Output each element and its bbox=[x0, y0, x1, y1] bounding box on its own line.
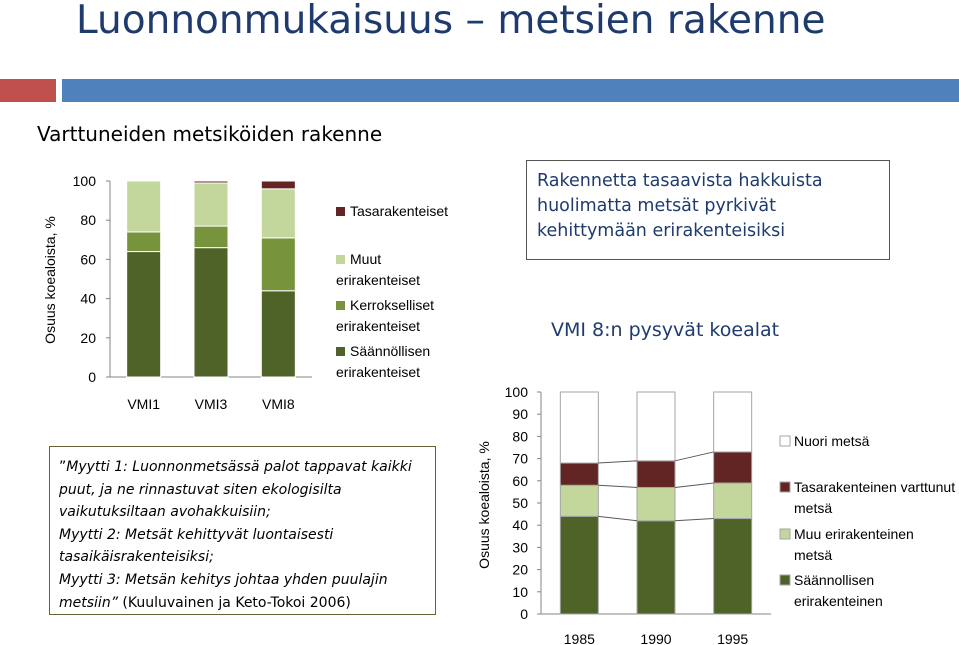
chart1-bar-segment bbox=[194, 226, 228, 248]
chart1-x-tick-label: VMI8 bbox=[261, 396, 295, 412]
chart2-legend-label: metsä bbox=[794, 500, 833, 516]
chart2-legend-swatch bbox=[780, 529, 790, 539]
chart2-y-tick-label: 90 bbox=[512, 406, 528, 423]
chart1-legend-label: Muut bbox=[350, 251, 382, 267]
chart2-series-connector bbox=[675, 452, 714, 461]
chart1-bar-segment bbox=[261, 291, 295, 377]
chart1-y-tick-label: 80 bbox=[80, 212, 96, 229]
chart1-legend-swatch bbox=[336, 255, 345, 264]
chart2-legend-label: Säännollisen bbox=[794, 572, 875, 588]
chart1-x-tick-label: VMI3 bbox=[194, 396, 228, 412]
chart2-y-tick-label: 50 bbox=[512, 495, 528, 511]
chart1-bar-segment bbox=[127, 232, 161, 252]
chart1-bar-segment bbox=[261, 181, 295, 189]
chart2-legend-label: Tasarakenteinen varttunut bbox=[794, 479, 956, 495]
chart2-bar-segment bbox=[637, 392, 675, 461]
myth-2-text: Myytti 2: Metsät kehittyvät luontaisesti tasaikäisrakenteisiksi; bbox=[59, 526, 334, 566]
chart2-y-tick-label: 80 bbox=[512, 428, 528, 445]
myths-quote-box bbox=[49, 446, 436, 615]
chart2-legend-swatch bbox=[780, 482, 790, 492]
chart2-y-axis-label: Osuus koealoista, % bbox=[476, 441, 492, 569]
myth-citation: (Kuuluvainen ja Keto-Tokoi 2006) bbox=[117, 594, 351, 611]
chart2-y-tick-label: 40 bbox=[512, 517, 528, 534]
quote-open: ” bbox=[59, 459, 67, 475]
chart2-series-connector bbox=[675, 519, 714, 521]
title-rule-bar bbox=[62, 79, 959, 102]
chart1-legend-label: erirakenteiset bbox=[336, 364, 421, 380]
slide-title: Luonnonmukaisuus – metsien rakenne bbox=[76, 0, 826, 43]
chart2-y-tick-label: 20 bbox=[512, 561, 528, 578]
chart1-y-tick-label: 100 bbox=[72, 173, 96, 189]
chart1-bar-segment bbox=[261, 189, 295, 238]
chart2-legend-label: metsä bbox=[794, 547, 833, 563]
chart1-y-tick-label: 20 bbox=[80, 329, 96, 346]
chart2-bar-segment bbox=[560, 516, 598, 614]
chart1-bar-segment bbox=[194, 248, 228, 377]
chart2-bar-segment bbox=[637, 461, 675, 488]
chart1-legend-swatch bbox=[336, 207, 345, 216]
chart2-legend-label: Muu erirakenteinen bbox=[794, 526, 914, 542]
chart2-y-tick-label: 70 bbox=[512, 450, 528, 467]
callout-box: Rakennetta tasaavista hakkuista huolimatta metsät pyrkivät kehittymään erirakenteisiksi bbox=[526, 160, 890, 260]
chart1-bar-segment bbox=[194, 181, 228, 183]
chart2-bar-segment bbox=[637, 521, 675, 614]
chart2-y-tick-label: 100 bbox=[504, 384, 528, 400]
chart1-y-tick-label: 0 bbox=[88, 369, 96, 385]
chart2-series-connector bbox=[598, 485, 637, 487]
chart2-legend-swatch bbox=[780, 436, 790, 446]
myth-1-text: Myytti 1: Luonnonmetsässä palot tappavat kaikki puut, ja ne rinnastuvat siten ekologisilta vaikutuksiltaan avohakkuisiin; bbox=[59, 459, 412, 521]
chart1-y-axis-label: Osuus koealoista, % bbox=[42, 216, 58, 344]
chart2-x-tick-label: 1990 bbox=[640, 631, 672, 645]
chart2-subtitle: VMI 8:n pysyvät koealat bbox=[551, 319, 780, 341]
title-accent-bar bbox=[0, 79, 56, 102]
chart2-legend-label: Nuori metsä bbox=[794, 433, 870, 449]
chart2-y-tick-label: 10 bbox=[512, 583, 528, 600]
chart1-bar-segment bbox=[127, 252, 161, 377]
quote-close: ” bbox=[110, 594, 118, 611]
chart2-legend-label: erirakenteinen bbox=[794, 593, 883, 609]
chart1-x-tick-label: VMI1 bbox=[127, 396, 161, 412]
chart1-legend-label: Säännöllisen bbox=[350, 343, 431, 359]
chart2-bar-segment bbox=[560, 485, 598, 516]
chart1-bar-segment bbox=[261, 238, 295, 291]
chart2-bar-segment bbox=[714, 483, 752, 519]
chart2-series-connector bbox=[598, 516, 637, 520]
chart2-bar-segment bbox=[560, 392, 598, 463]
chart2-bar-segment bbox=[714, 452, 752, 483]
chart2-bar-segment bbox=[560, 463, 598, 485]
chart1-legend-label: Tasarakenteiset bbox=[350, 203, 449, 219]
chart2-series-connector bbox=[598, 461, 637, 463]
chart2-y-tick-label: 0 bbox=[520, 606, 528, 622]
chart1-legend-label: erirakenteiset bbox=[336, 318, 421, 334]
chart1-y-tick-label: 60 bbox=[80, 251, 96, 268]
chart1-bar-segment bbox=[127, 181, 161, 232]
chart2-bar-segment bbox=[637, 487, 675, 520]
chart2-series-connector bbox=[675, 483, 714, 487]
myth-3-text: Myytti 3: Metsän kehitys johtaa yhden puulajin metsiin bbox=[59, 571, 388, 611]
chart2-bar-segment bbox=[714, 392, 752, 452]
chart1-y-tick-label: 40 bbox=[80, 290, 96, 307]
chart1-bar-segment bbox=[194, 183, 228, 226]
chart1-subtitle: Varttuneiden metsiköiden rakenne bbox=[37, 122, 383, 146]
chart2-x-tick-label: 1985 bbox=[563, 631, 595, 645]
chart2-bar-segment bbox=[714, 519, 752, 614]
chart2-y-tick-label: 60 bbox=[512, 472, 528, 489]
chart2-x-tick-label: 1995 bbox=[717, 631, 749, 645]
chart1-legend-label: Kerrokselliset bbox=[350, 297, 435, 313]
chart1-legend-swatch bbox=[336, 347, 345, 356]
chart2-y-tick-label: 30 bbox=[512, 539, 528, 556]
chart1-legend-label: erirakenteiset bbox=[336, 272, 421, 288]
chart1-legend-swatch bbox=[336, 301, 345, 310]
chart2-legend-swatch bbox=[780, 575, 790, 585]
